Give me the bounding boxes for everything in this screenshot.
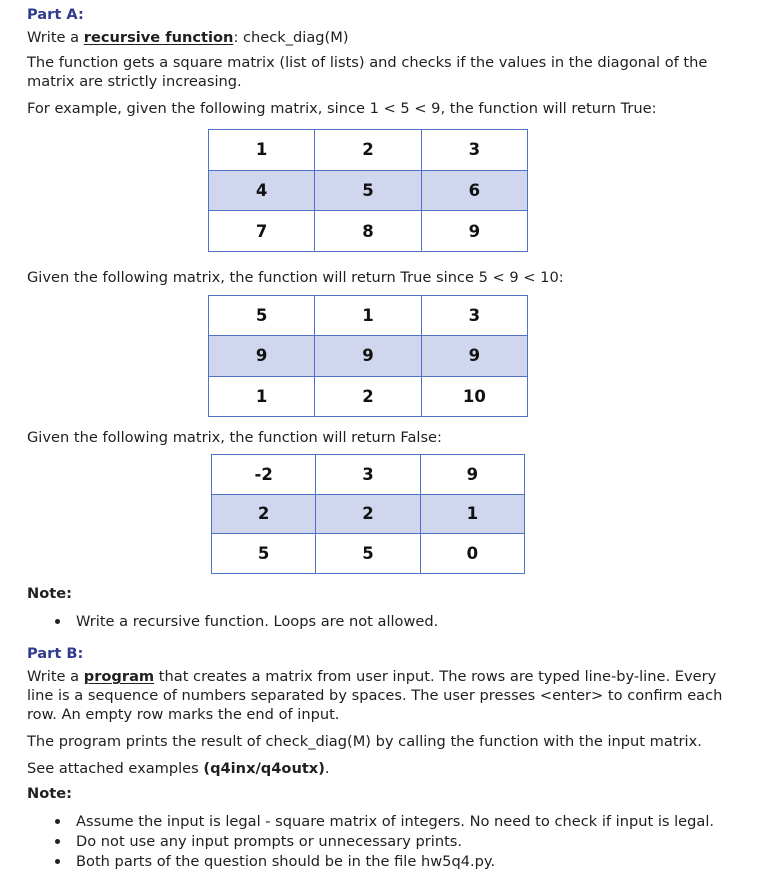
matrix-cell: 9 xyxy=(315,336,421,376)
part-b-line2: line is a sequence of numbers separated by spaces. The user presses <enter> to confirm each xyxy=(27,687,723,704)
bullet-icon xyxy=(55,619,60,624)
matrix-cell: 3 xyxy=(421,296,527,336)
example2-text: Given the following matrix, the function will return True since 5 < 9 < 10: xyxy=(27,269,564,286)
matrix-example-1 xyxy=(208,129,528,252)
matrix-cell: 9 xyxy=(420,455,524,495)
examples-file-names: (q4inx/q4outx) xyxy=(203,760,325,777)
part-a-heading: Part A: xyxy=(27,6,84,23)
recursive-function-term: recursive function xyxy=(83,29,234,46)
part-b-note-item-3: Both parts of the question should be in the file hw5q4.py. xyxy=(76,853,496,870)
matrix-row xyxy=(209,211,528,252)
example3-text: Given the following matrix, the function will return False: xyxy=(27,429,442,446)
matrix-cell: 0 xyxy=(420,534,524,574)
part-b-intro-pre: Write a xyxy=(27,668,84,685)
matrix-example-2 xyxy=(208,295,528,417)
matrix-row xyxy=(209,170,528,211)
bullet-icon xyxy=(55,839,60,844)
matrix-cell: 5 xyxy=(315,170,421,211)
matrix-cell: 3 xyxy=(421,130,527,171)
matrix-cell: 3 xyxy=(316,455,420,495)
bullet-icon xyxy=(55,819,60,824)
matrix-cell: 7 xyxy=(209,211,315,252)
example1-text: For example, given the following matrix, since 1 < 5 < 9, the function will return True: xyxy=(27,100,657,117)
matrix-cell: 1 xyxy=(315,296,421,336)
see-examples-post: . xyxy=(324,760,330,777)
matrix-cell: 2 xyxy=(315,376,421,416)
part-a-intro-pre: Write a xyxy=(27,29,84,46)
part-a-description-line2: matrix are strictly increasing. xyxy=(27,73,242,90)
part-a-note-label: Note: xyxy=(27,585,72,602)
matrix-cell: 2 xyxy=(212,494,316,534)
part-a-note-item: Write a recursive function. Loops are not allowed. xyxy=(76,613,439,630)
part-b-note-item-1: Assume the input is legal - square matrix of integers. No need to check if input is legal. xyxy=(76,813,715,830)
matrix-cell: 9 xyxy=(209,336,315,376)
matrix-cell: 5 xyxy=(209,296,315,336)
matrix-example-3 xyxy=(211,454,525,574)
part-b-note-item-2: Do not use any input prompts or unnecessary prints. xyxy=(76,833,463,850)
matrix-cell: 2 xyxy=(316,494,420,534)
matrix-cell: 2 xyxy=(315,130,421,171)
matrix-row xyxy=(209,336,528,376)
part-b-intro-post: that creates a matrix from user input. The rows are typed line-by-line. Every xyxy=(154,668,717,685)
matrix-row xyxy=(209,376,528,416)
matrix-row xyxy=(212,534,525,574)
part-b-note-label: Note: xyxy=(27,785,72,802)
part-b-line3: row. An empty row marks the end of input. xyxy=(27,706,340,723)
matrix-cell: 1 xyxy=(209,376,315,416)
matrix-row xyxy=(212,494,525,534)
matrix-cell: 1 xyxy=(420,494,524,534)
matrix-cell: 5 xyxy=(212,534,316,574)
part-b-see-examples xyxy=(27,759,330,778)
part-a-intro-post: : check_diag(M) xyxy=(233,29,349,46)
part-a-intro xyxy=(27,28,349,47)
matrix-cell: 4 xyxy=(209,170,315,211)
matrix-cell: 5 xyxy=(316,534,420,574)
matrix-cell: 9 xyxy=(421,336,527,376)
matrix-cell: 9 xyxy=(421,211,527,252)
part-b-heading: Part B: xyxy=(27,645,84,662)
part-b-prints-text: The program prints the result of check_diag(M) by calling the function with the input matrix. xyxy=(27,733,702,750)
program-term: program xyxy=(83,668,155,685)
see-examples-pre: See attached examples xyxy=(27,760,204,777)
matrix-cell: -2 xyxy=(212,455,316,495)
part-b-intro xyxy=(27,667,716,686)
matrix-row xyxy=(212,455,525,495)
matrix-cell: 10 xyxy=(421,376,527,416)
matrix-row xyxy=(209,130,528,171)
matrix-cell: 8 xyxy=(315,211,421,252)
matrix-row xyxy=(209,296,528,336)
bullet-icon xyxy=(55,859,60,864)
matrix-cell: 6 xyxy=(421,170,527,211)
part-a-description-line1: The function gets a square matrix (list of lists) and checks if the values in the diagonal of the xyxy=(27,54,708,71)
matrix-cell: 1 xyxy=(209,130,315,171)
